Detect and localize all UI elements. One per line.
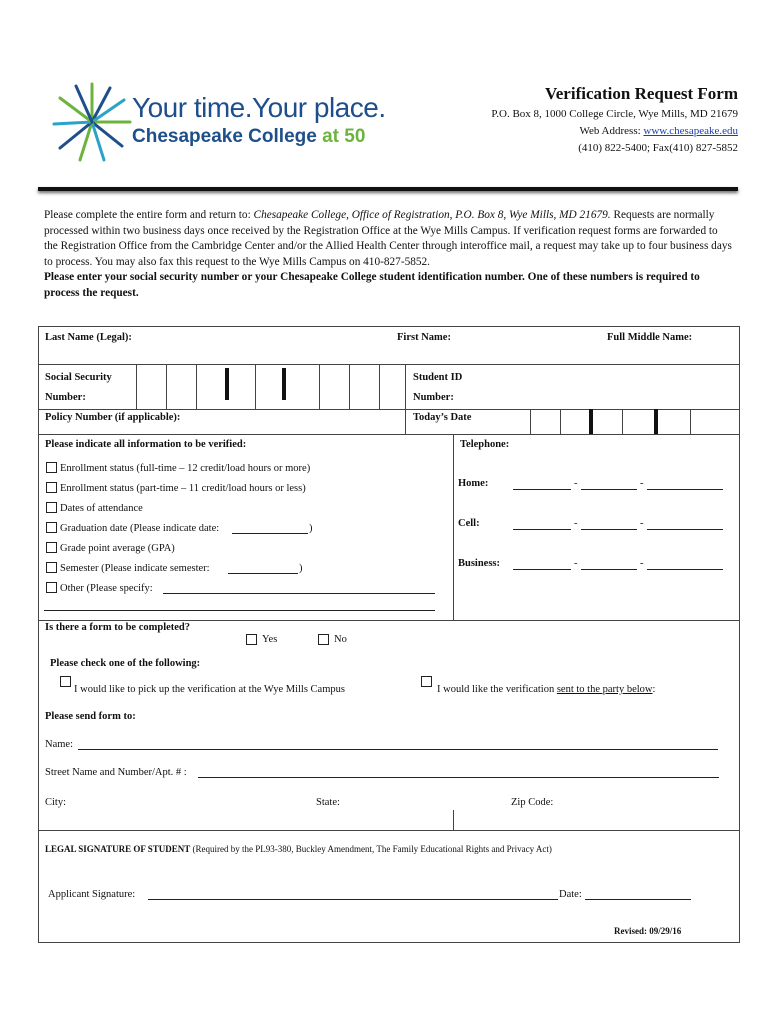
- applicant-signature-label: Applicant Signature:: [48, 889, 136, 900]
- divider: [38, 830, 740, 831]
- home-phone-label: Home:: [458, 478, 489, 489]
- graduation-date-field[interactable]: [232, 533, 308, 534]
- pickup-checkbox[interactable]: [60, 676, 71, 687]
- name-label: Name:: [45, 739, 73, 750]
- no-checkbox[interactable]: [318, 634, 329, 645]
- divider: [453, 434, 454, 620]
- ssn-box: [166, 364, 167, 409]
- send-checkbox[interactable]: [421, 676, 432, 687]
- intro-body: Requests are normally processed within two business days once received by the Registration Office at the Wye Mills Campus. If verification request forms are forwarded to the Registration Office from the Cambridge Center and/or the Allied Health Center through interoffice mail, a request may take up to four business days to process. You may also fax this request to the Wye Mills Campus on 410-827-5852.: [44, 209, 732, 268]
- policy-number-label: Policy Number (if applicable):: [45, 412, 181, 423]
- dash: -: [574, 478, 578, 489]
- business-phone-prefix[interactable]: [581, 569, 637, 570]
- send-option-text: I would like the verification: [437, 684, 557, 695]
- date-separator: [654, 409, 658, 434]
- dash: -: [574, 518, 578, 529]
- state-label: State:: [316, 797, 340, 808]
- dates-attendance-checkbox[interactable]: [46, 502, 57, 513]
- address: P.O. Box 8, 1000 College Circle, Wye Mills, MD 21679: [491, 108, 738, 120]
- header-address-block: [491, 106, 738, 157]
- ssn-label: Social Security: [45, 372, 112, 383]
- option-semester: Semester (Please indicate semester:: [60, 563, 210, 574]
- gpa-checkbox[interactable]: [46, 542, 57, 553]
- other-specify-field[interactable]: [163, 593, 435, 594]
- signature-date-field[interactable]: [585, 899, 691, 900]
- graduation-date-checkbox[interactable]: [46, 522, 57, 533]
- ssn-separator: [225, 368, 229, 400]
- ssn-box: [255, 364, 256, 409]
- intro-address: Chesapeake College, Office of Registration, P.O. Box 8, Wye Mills, MD 21679.: [253, 209, 611, 221]
- ssn-box: [196, 364, 197, 409]
- logo-college-name: [132, 126, 365, 148]
- logo-tagline: Your time.Your place.: [132, 92, 386, 123]
- home-phone-area[interactable]: [513, 489, 571, 490]
- street-field[interactable]: [198, 777, 719, 778]
- student-id-label-2: Number:: [413, 392, 454, 403]
- option-dates-attendance: Dates of attendance: [60, 503, 143, 514]
- yes-checkbox[interactable]: [246, 634, 257, 645]
- starburst-logo-icon: [52, 82, 132, 162]
- home-phone-line[interactable]: [647, 489, 723, 490]
- instructions: [44, 208, 734, 301]
- verify-info-label: Please indicate all information to be verified:: [45, 439, 247, 450]
- option-gpa: Grade point average (GPA): [60, 543, 175, 554]
- send-option-underlined: sent to the party below: [556, 684, 653, 695]
- revised-date: Revised: 09/29/16: [614, 926, 682, 936]
- zip-label: Zip Code:: [511, 797, 554, 808]
- divider: [405, 364, 406, 434]
- divider: [38, 409, 740, 410]
- dash: -: [640, 478, 644, 489]
- check-one-label: Please check one of the following:: [50, 658, 201, 669]
- logo-anniversary: at 50: [322, 126, 366, 147]
- pickup-option: I would like to pick up the verification at the Wye Mills Campus: [74, 684, 345, 695]
- send-option: [437, 684, 655, 695]
- legal-signature-note: [45, 844, 552, 854]
- cell-phone-area[interactable]: [513, 529, 571, 530]
- web-address: [491, 123, 738, 140]
- form-question: Is there a form to be completed?: [45, 622, 191, 633]
- last-name-label: Last Name (Legal):: [45, 332, 132, 343]
- ssn-box: [319, 364, 320, 409]
- other-checkbox[interactable]: [46, 582, 57, 593]
- student-id-label: Student ID: [413, 372, 463, 383]
- other-specify-field-2[interactable]: [44, 610, 435, 611]
- intro-id-note: Please enter your social security number or your Chesapeake College student identification number. One of these numbers is required to process the request.: [44, 271, 700, 299]
- date-box: [690, 409, 691, 434]
- divider: [453, 810, 454, 830]
- no-label: No: [334, 634, 347, 645]
- dash: -: [640, 558, 644, 569]
- first-name-label: First Name:: [397, 332, 451, 343]
- middle-name-label: Full Middle Name:: [607, 332, 693, 343]
- divider: [38, 434, 740, 435]
- close-paren: ): [299, 563, 303, 574]
- business-phone-line[interactable]: [647, 569, 723, 570]
- intro-lead: Please complete the entire form and return to:: [44, 209, 254, 221]
- date-separator: [589, 409, 593, 434]
- applicant-signature-field[interactable]: [148, 899, 558, 900]
- enrollment-part-checkbox[interactable]: [46, 482, 57, 493]
- cell-phone-line[interactable]: [647, 529, 723, 530]
- business-phone-label: Business:: [458, 558, 501, 569]
- college-logo: [52, 82, 386, 162]
- web-label: Web Address:: [579, 125, 644, 137]
- date-label: Date:: [559, 889, 582, 900]
- ssn-box: [379, 364, 380, 409]
- option-enrollment-part: Enrollment status (part-time – 11 credit/load hours or less): [60, 483, 306, 494]
- date-box: [530, 409, 531, 434]
- option-graduation-date: Graduation date (Please indicate date:: [60, 523, 220, 534]
- divider: [38, 364, 740, 365]
- dash: -: [574, 558, 578, 569]
- phone-fax: (410) 822-5400; Fax(410) 827-5852: [578, 142, 738, 154]
- semester-checkbox[interactable]: [46, 562, 57, 573]
- yes-label: Yes: [262, 634, 278, 645]
- home-phone-prefix[interactable]: [581, 489, 637, 490]
- cell-phone-prefix[interactable]: [581, 529, 637, 530]
- divider: [38, 620, 740, 621]
- option-other: Other (Please specify:: [60, 583, 153, 594]
- close-paren: ): [309, 523, 313, 534]
- telephone-label: Telephone:: [460, 439, 510, 450]
- ssn-separator: [282, 368, 286, 400]
- dash: -: [640, 518, 644, 529]
- ssn-box: [136, 364, 137, 409]
- logo-name-text: Chesapeake College: [132, 126, 317, 147]
- semester-field[interactable]: [228, 573, 298, 574]
- send-form-label: Please send form to:: [45, 711, 136, 722]
- todays-date-label: Today’s Date: [413, 412, 472, 423]
- ssn-label-2: Number:: [45, 392, 86, 403]
- header-divider: [38, 187, 738, 191]
- ssn-box: [349, 364, 350, 409]
- cell-phone-label: Cell:: [458, 518, 480, 529]
- street-label: Street Name and Number/Apt. # :: [45, 767, 187, 778]
- legal-signature-rest: (Required by the PL93-380, Buckley Amendment, The Family Educational Rights and Privacy Act): [190, 844, 552, 854]
- business-phone-area[interactable]: [513, 569, 571, 570]
- date-box: [560, 409, 561, 434]
- option-enrollment-full: Enrollment status (full-time – 12 credit/load hours or more): [60, 463, 311, 474]
- legal-signature-title: LEGAL SIGNATURE OF STUDENT: [45, 844, 191, 854]
- enrollment-full-checkbox[interactable]: [46, 462, 57, 473]
- page-title: Verification Request Form: [545, 84, 738, 103]
- send-option-colon: :: [652, 684, 656, 695]
- city-label: City:: [45, 797, 67, 808]
- name-field[interactable]: [78, 749, 718, 750]
- web-link[interactable]: www.chesapeake.edu: [643, 125, 738, 137]
- date-box: [622, 409, 623, 434]
